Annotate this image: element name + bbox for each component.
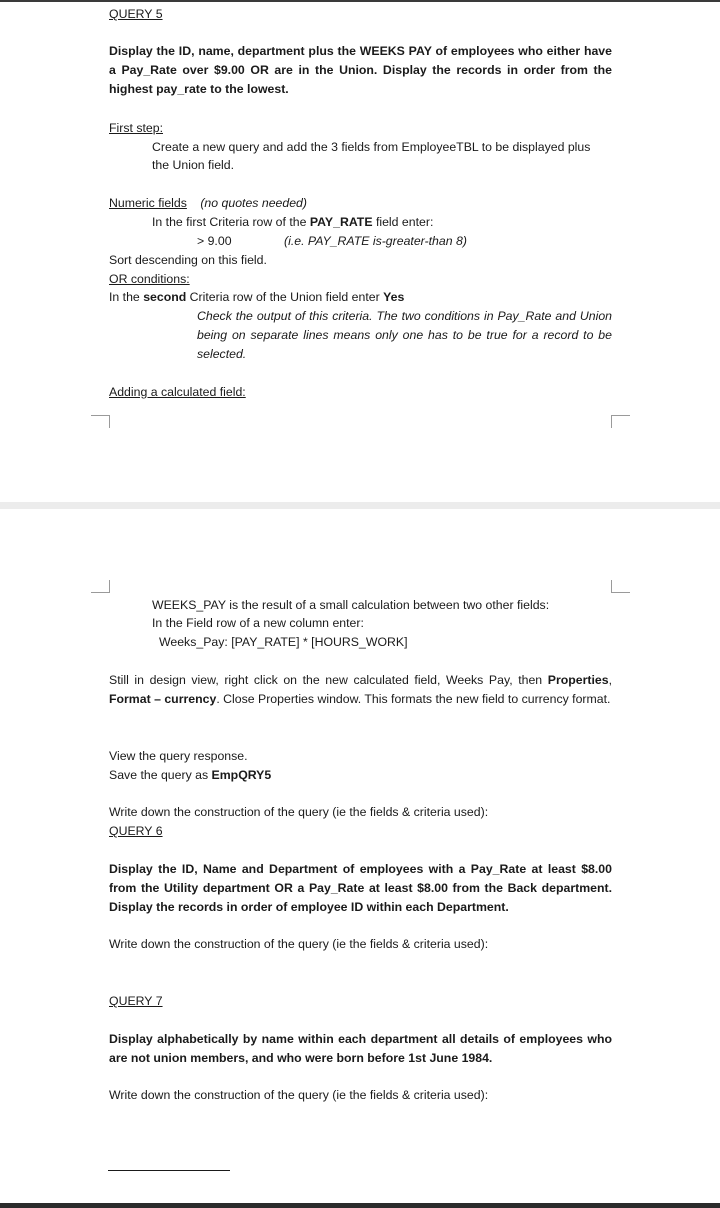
answer-line [108, 1170, 230, 1171]
check-output-note: Check the output of this criteria. The two conditions in Pay_Rate and Union being on separate lines means only one has to be true for a record to be selected. [197, 309, 612, 361]
query6-heading: QUERY 6 [109, 824, 163, 838]
numeric-fields-note: (no quotes needed) [200, 196, 307, 210]
properties-bold: Properties [547, 673, 609, 687]
criteria-note: (i.e. PAY_RATE is-greater-than 8) [284, 234, 467, 248]
query6-description: Display the ID, Name and Department of employees with a Pay_Rate at least $8.00 from the Utility department OR a Pay_Rate at least $8.00 from the Back department. Display the records in order of employee ID within each Department. [109, 862, 612, 914]
second-text-bold: second [143, 290, 187, 304]
sort-instruction: Sort descending on this field. [109, 253, 267, 267]
first-step-label: First step: [109, 121, 163, 135]
query5-heading: QUERY 5 [109, 7, 163, 21]
write-down-instruction-q6: Write down the construction of the query (ie the fields & criteria used): [109, 937, 489, 951]
criteria-instruction [152, 213, 433, 232]
criteria-text-pre: In the first Criteria row of the [152, 215, 310, 229]
union-value: Yes [383, 290, 405, 304]
page-break [0, 502, 720, 509]
margin-mark-bottom-right [611, 580, 630, 593]
criteria-value: > 9.00 [197, 234, 232, 248]
query7-heading: QUERY 7 [109, 994, 163, 1008]
weeks-pay-formula: Weeks_Pay: [PAY_RATE] * [HOURS_WORK] [159, 635, 408, 649]
or-conditions-label: OR conditions: [109, 272, 190, 286]
query5-description: Display the ID, name, department plus the WEEKS PAY of employees who either have a Pay_Rate over $9.00 OR are in the Union. Display the records in order from the highest pay_rate to the lowest. [109, 44, 612, 96]
query7-description: Display alphabetically by name within each department all details of employees who are not union members, and who were born before 1st June 1984. [109, 1032, 612, 1065]
numeric-fields-label: Numeric fields [109, 196, 187, 210]
margin-mark-top-left [91, 415, 110, 428]
first-step-line-2: the Union field. [152, 158, 235, 172]
first-step-line-1: Create a new query and add the 3 fields from EmployeeTBL to be displayed plus [152, 140, 591, 154]
save-text-pre: Save the query as [109, 768, 212, 782]
properties-text-pre: Still in design view, right click on the new calculated field, Weeks Pay, then [109, 673, 548, 687]
page-bottom-border [0, 1203, 720, 1208]
criteria-field-name: PAY_RATE [309, 215, 373, 229]
weeks-pay-description: WEEKS_PAY is the result of a small calculation between two other fields: [152, 598, 550, 612]
second-criteria-instruction [109, 288, 404, 307]
write-down-instruction-q5: Write down the construction of the query (ie the fields & criteria used): [109, 805, 489, 819]
field-row-instruction: In the Field row of a new column enter: [152, 616, 364, 630]
page-top-border [0, 0, 720, 2]
margin-mark-top-right [611, 415, 630, 428]
query-name: EmpQRY5 [211, 768, 272, 782]
view-response-instruction: View the query response. [109, 749, 248, 763]
properties-instruction [109, 671, 612, 709]
margin-mark-bottom-left [91, 580, 110, 593]
format-currency-bold: Format – currency [109, 692, 217, 706]
write-down-instruction-q7: Write down the construction of the query (ie the fields & criteria used): [109, 1088, 489, 1102]
save-instruction [109, 766, 271, 785]
properties-text-post: . Close Properties window. This formats the new field to currency format. [216, 692, 611, 706]
criteria-text-post: field enter: [372, 215, 434, 229]
second-text-pre: In the [109, 290, 144, 304]
calculated-field-label: Adding a calculated field: [109, 385, 246, 399]
numeric-fields-line [109, 194, 307, 213]
properties-text-mid: , [608, 673, 612, 687]
second-text-mid: Criteria row of the Union field enter [186, 290, 384, 304]
